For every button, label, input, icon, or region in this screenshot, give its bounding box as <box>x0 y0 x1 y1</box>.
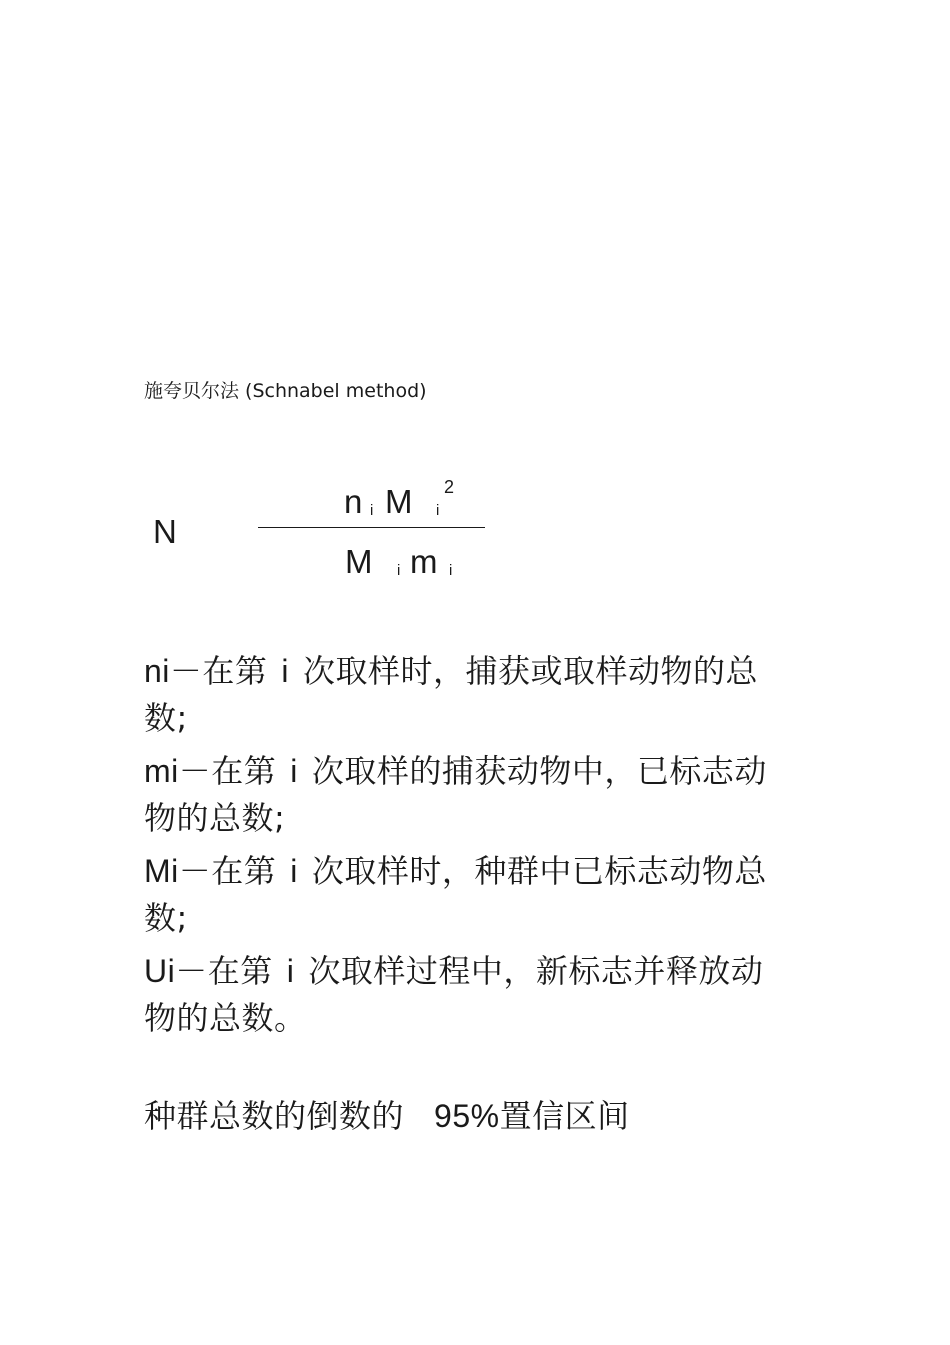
confidence-value: 95%置信区间 <box>434 1098 630 1134</box>
definition-ni: ni－在第 i 次取样时，捕获或取样动物的总数; <box>144 652 759 737</box>
definition-Mi: Mi－在第 i 次取样时，种群中已标志动物总数; <box>144 852 767 937</box>
denominator-m: m <box>410 543 438 580</box>
denominator-M: M <box>345 543 373 580</box>
variable-definitions <box>144 648 784 1048</box>
denominator-M-subscript: i <box>397 562 401 579</box>
numerator-M-subscript: i <box>436 502 440 519</box>
section-heading: 施夸贝尔法 (Schnabel method) <box>144 380 427 402</box>
denominator-m-subscript: i <box>449 562 453 579</box>
definition-Ui: Ui－在第 i 次取样过程中，新标志并释放动物的总数。 <box>144 952 764 1037</box>
definition-mi: mi－在第 i 次取样的捕获动物中，已标志动物的总数; <box>144 752 767 837</box>
numerator-M-superscript: 2 <box>444 477 455 497</box>
confidence-prefix: 种群总数的倒数的 <box>144 1097 405 1135</box>
numerator-M: M <box>385 483 413 520</box>
confidence-interval-heading <box>144 1093 630 1140</box>
numerator-n: n <box>344 483 363 520</box>
fraction-bar <box>258 527 485 528</box>
numerator-n-subscript: i <box>370 502 374 519</box>
formula-lhs: N <box>153 513 177 550</box>
